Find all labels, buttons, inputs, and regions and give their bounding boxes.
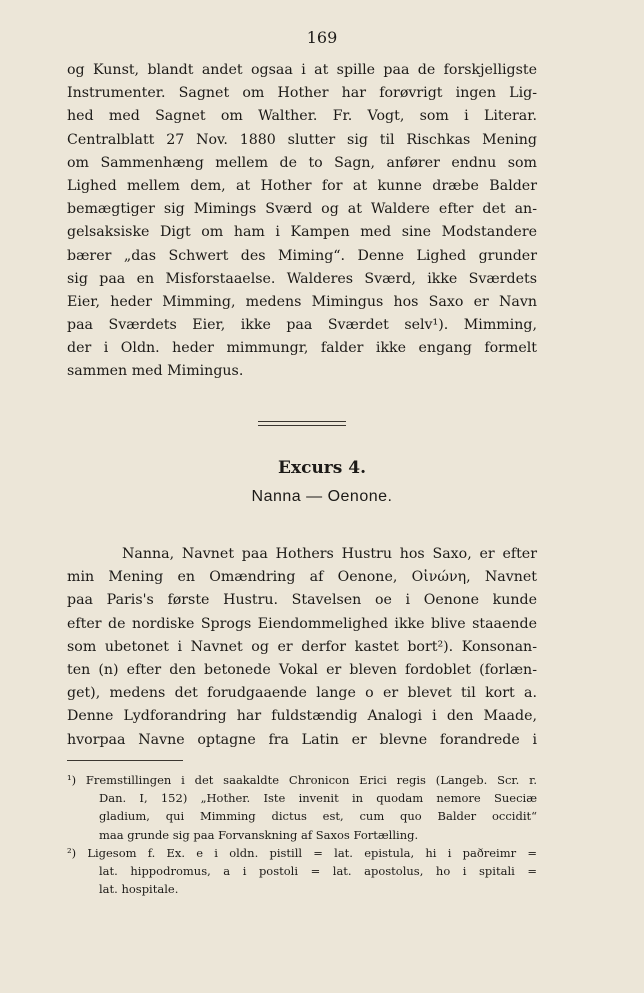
text-line: get), medens det forudgaaende lange o er blevet til kort a.	[67, 685, 537, 702]
text-line: paa Sværdets Eier, ikke paa Sværdet selv¹). Mimming,	[67, 317, 537, 334]
text-line: Centralblatt 27 Nov. 1880 slutter sig til Rischkas Mening	[67, 131, 537, 148]
text-line: om Sammenhæng mellem de to Sagn, anfører endnu som	[67, 154, 537, 171]
text-line: gelsaksiske Digt om ham i Kampen med sine Modstandere	[67, 224, 537, 241]
text-line: sig paa en Misforstaaelse. Walderes Sværd, ikke Sværdets	[67, 270, 537, 287]
text-line: bemægtiger sig Mimings Sværd og at Waldere efter det an-	[67, 201, 537, 218]
section-subtitle: Nanna — Oenone.	[251, 488, 393, 505]
text-line: sammen med Mimingus.	[67, 363, 244, 380]
footnote-1-line: Dan. I, 152) „Hother. Iste invenit in quodam nemore Sueciæ	[99, 791, 537, 806]
footnote-2-line: ²) Ligesom f. Ex. e i oldn. pistill = lat. epistula, hi i paðreimr =	[67, 845, 537, 860]
paragraph-2	[67, 543, 537, 752]
section-heading: Excurs 4.	[278, 458, 366, 478]
section-divider-top	[258, 421, 346, 422]
text-line: Instrumenter. Sagnet om Hother har forøvrigt ingen Lig-	[67, 85, 537, 102]
text-line: ten (n) efter den betonede Vokal er bleven fordoblet (forlæn-	[67, 661, 537, 678]
text-line: og Kunst, blandt andet ogsaa i at spille paa de forskjelligste	[67, 62, 537, 78]
footnotes	[67, 771, 537, 898]
footnote-1-line: gladium, qui Mimming dictus est, cum quo Balder occidit“	[99, 809, 537, 824]
paragraph-1	[67, 59, 537, 384]
page-number: 169	[306, 28, 338, 47]
footnote-1-line: ¹) Fremstillingen i det saakaldte Chronicon Erici regis (Langeb. Scr. r.	[67, 773, 537, 787]
text-line: Eier, heder Mimming, medens Mimingus hos Saxo er Navn	[67, 293, 537, 310]
text-line: efter de nordiske Sprogs Eiendommelighed ikke blive staaende	[67, 615, 537, 632]
text-line: hvorpaa Navne optagne fra Latin er blevne forandrede i	[67, 731, 537, 748]
footnote-2-line: lat. hospitale.	[99, 882, 179, 897]
text-line: som ubetonet i Navnet og er derfor kastet bort²). Konsonan-	[67, 638, 537, 655]
section-divider-bottom	[258, 425, 346, 426]
text-line: der i Oldn. heder mimmungr, falder ikke engang formelt	[67, 340, 537, 357]
text-line: Denne Lydforandring har fuldstændig Analogi i den Maade,	[67, 708, 537, 725]
text-line: hed med Sagnet om Walther. Fr. Vogt, som i Literar.	[67, 108, 537, 125]
footnote-1-line: maa grunde sig paa Forvanskning af Saxos Fortælling.	[99, 827, 419, 842]
text-line: min Mening en Omændring af Oenone, Οἰνώνη, Navnet	[67, 569, 537, 586]
text-line: bærer „das Schwert des Miming“. Denne Lighed grunder	[67, 247, 537, 264]
footnote-separator	[67, 760, 183, 761]
text-line: Nanna, Navnet paa Hothers Hustru hos Saxo, er efter	[122, 546, 537, 562]
text-line: paa Paris's første Hustru. Stavelsen oe i Oenone kunde	[67, 592, 537, 609]
footnote-2-line: lat. hippodromus, a i postoli = lat. apostolus, ho i spitali =	[99, 863, 537, 878]
text-line: Lighed mellem dem, at Hother for at kunne dræbe Balder	[67, 177, 537, 194]
